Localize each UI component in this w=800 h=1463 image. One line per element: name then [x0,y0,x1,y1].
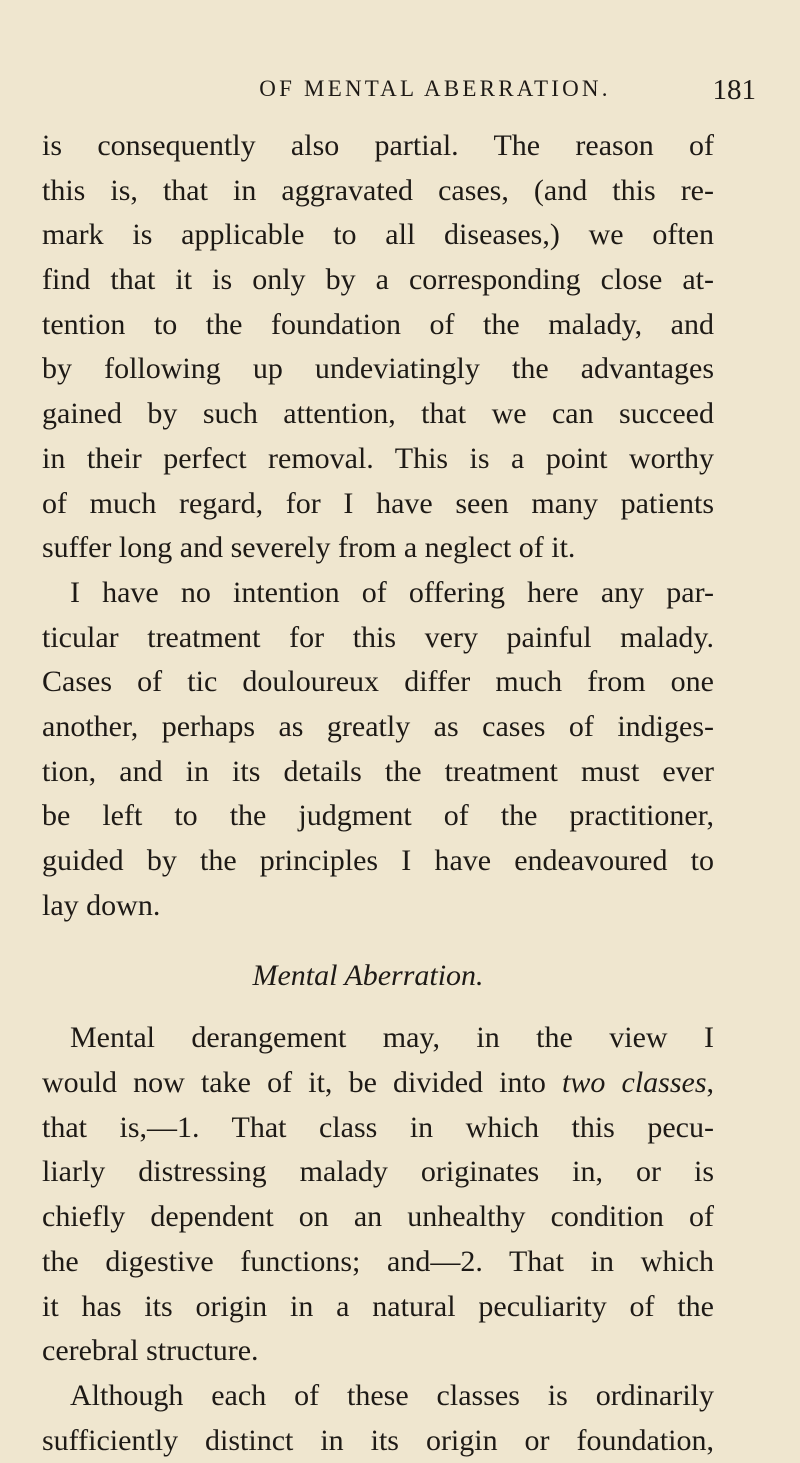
page-number: 181 [712,74,756,106]
text-line: is consequently also partial. The reason of [42,129,714,162]
spacer [42,1002,714,1016]
text-line: Mental derangement may, in the view I [70,1021,714,1055]
text-line: suffer long and severely from a neglect of it. [42,531,576,565]
text-line: Although each of these classes is ordinarily [70,1378,714,1412]
body-text [42,124,714,1463]
section-heading: Mental Aberration. [252,959,484,993]
text-line: lay down. [42,888,161,922]
text-line: chiefly dependent on an unhealthy condition of [42,1200,714,1234]
text-line: that is,—1. That class in which this pecu- [42,1110,714,1144]
spacer [42,928,714,950]
text-line: by following up undeviatingly the advantages [42,352,714,386]
text-line: ticular treatment for this very painful malady. [42,620,714,654]
text-line: sufficiently distinct in its origin or foundation, [42,1423,714,1457]
text-line: another, perhaps as greatly as cases of indiges- [42,709,714,743]
text-line: it has its origin in a natural peculiarity of the [42,1289,714,1323]
text-line: find that it is only by a corresponding close at- [42,263,714,297]
paragraph [42,124,714,571]
paragraph [42,571,714,929]
text-line: the digestive functions; and—2. That in which [42,1244,714,1278]
text-line: this is, that in aggravated cases, (and this re- [42,173,714,207]
text-line [42,1061,714,1106]
running-head [92,74,778,110]
text-line: guided by the principles I have endeavoured to [42,844,714,877]
text-run: would now take of it, be divided into [42,1066,562,1100]
text-line: cerebral structure. [42,1334,259,1368]
paragraph [42,1374,714,1463]
text-line: gained by such attention, that we can succeed [42,397,714,431]
paragraph [42,1016,714,1374]
text-run: , [706,1066,714,1100]
text-line: of much regard, for I have seen many patients [42,486,714,520]
text-line: tention to the foundation of the malady, and [42,307,714,341]
text-line: Cases of tic douloureux differ much from one [42,665,714,699]
emphasis-text: two classes [562,1066,707,1100]
text-line: mark is applicable to all diseases,) we often [42,218,714,252]
text-line: tion, and in its details the treatment must ever [42,754,714,788]
text-line: I have no intention of offering here any par- [70,575,714,609]
text-line: be left to the judgment of the practitioner, [42,799,714,833]
text-line: liarly distressing malady originates in, or is [42,1155,714,1189]
running-title: OF MENTAL ABERRATION. [259,76,611,101]
text-line: in their perfect removal. This is a point worthy [42,441,714,475]
